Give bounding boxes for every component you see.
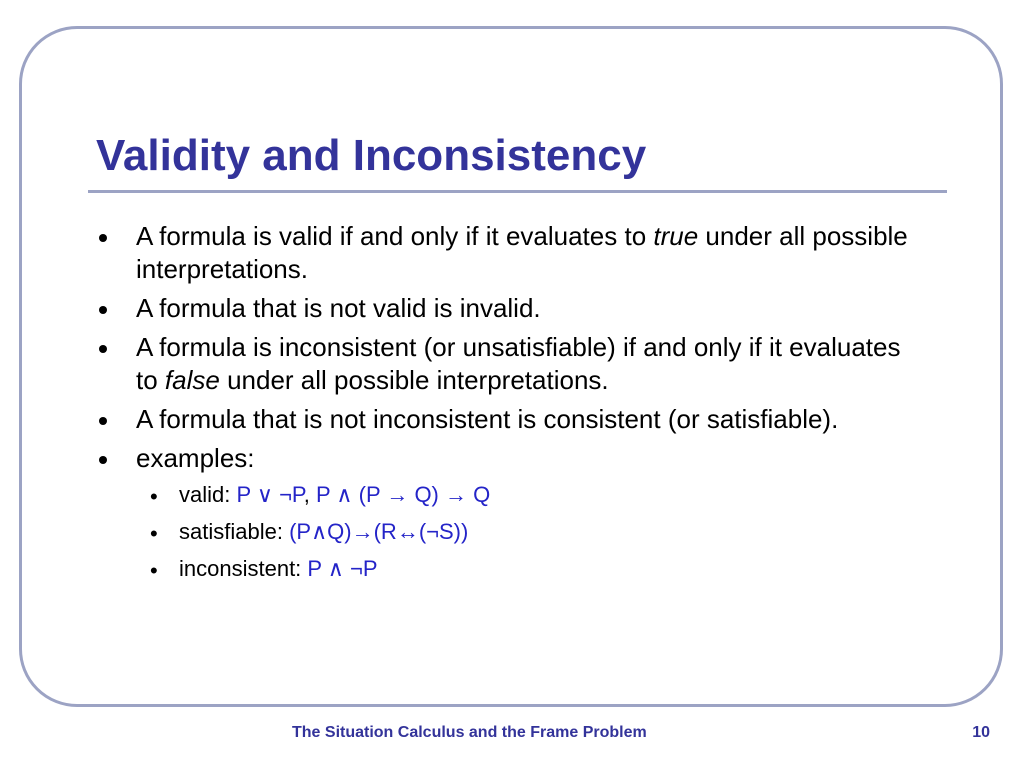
bullet-inconsistent-definition xyxy=(96,331,926,397)
bullet-dot-icon xyxy=(99,306,107,314)
footer-title: The Situation Calculus and the Frame Problem xyxy=(292,724,647,741)
bullet-dot-icon xyxy=(99,345,107,353)
bullet-dot-icon xyxy=(99,234,107,242)
sub-bullet-icon: • xyxy=(150,558,158,583)
bullet-consistent-definition xyxy=(96,403,926,436)
example-formula: (P∧Q)→(R↔(¬S)) xyxy=(289,519,469,544)
bullet-emphasis: false xyxy=(164,365,220,395)
bullet-text: A formula that is not inconsistent is consistent (or satisfiable). xyxy=(136,404,839,434)
bullet-text-pre: A formula is valid if and only if it evaluates to xyxy=(136,221,654,251)
example-separator: , xyxy=(303,482,317,507)
sub-bullet-icon: • xyxy=(150,521,158,546)
bullet-text-post: under all possible interpretations. xyxy=(219,365,609,395)
bullet-examples xyxy=(96,442,926,475)
title-divider xyxy=(88,190,947,193)
bullet-dot-icon xyxy=(99,417,107,425)
example-formula: P ∨ ¬P xyxy=(236,482,304,507)
sub-bullet-icon: • xyxy=(150,484,158,509)
page-number: 10 xyxy=(972,724,990,741)
example-satisfiable xyxy=(150,518,926,546)
example-label: valid: xyxy=(179,482,237,507)
bullet-invalid-definition xyxy=(96,292,926,325)
bullet-emphasis: true xyxy=(653,221,699,251)
bullet-text-pre: A formula is inconsistent (or unsatisfiable) if and only if it evaluates to xyxy=(136,332,901,395)
example-formula: P ∧ (P → Q) → Q xyxy=(316,482,491,507)
bullet-text: examples: xyxy=(136,443,255,473)
bullet-dot-icon xyxy=(99,456,107,464)
slide-title: Validity and Inconsistency xyxy=(96,131,647,180)
bullet-valid-definition xyxy=(96,220,926,286)
bullet-text: A formula that is not valid is invalid. xyxy=(136,293,541,323)
example-valid xyxy=(150,481,926,509)
example-formula: P ∧ ¬P xyxy=(307,556,378,581)
bullet-text-post: under all possible interpretations. xyxy=(136,221,908,284)
example-label: inconsistent: xyxy=(179,556,308,581)
slide-content xyxy=(96,220,926,592)
example-inconsistent xyxy=(150,555,926,583)
example-label: satisfiable: xyxy=(179,519,290,544)
